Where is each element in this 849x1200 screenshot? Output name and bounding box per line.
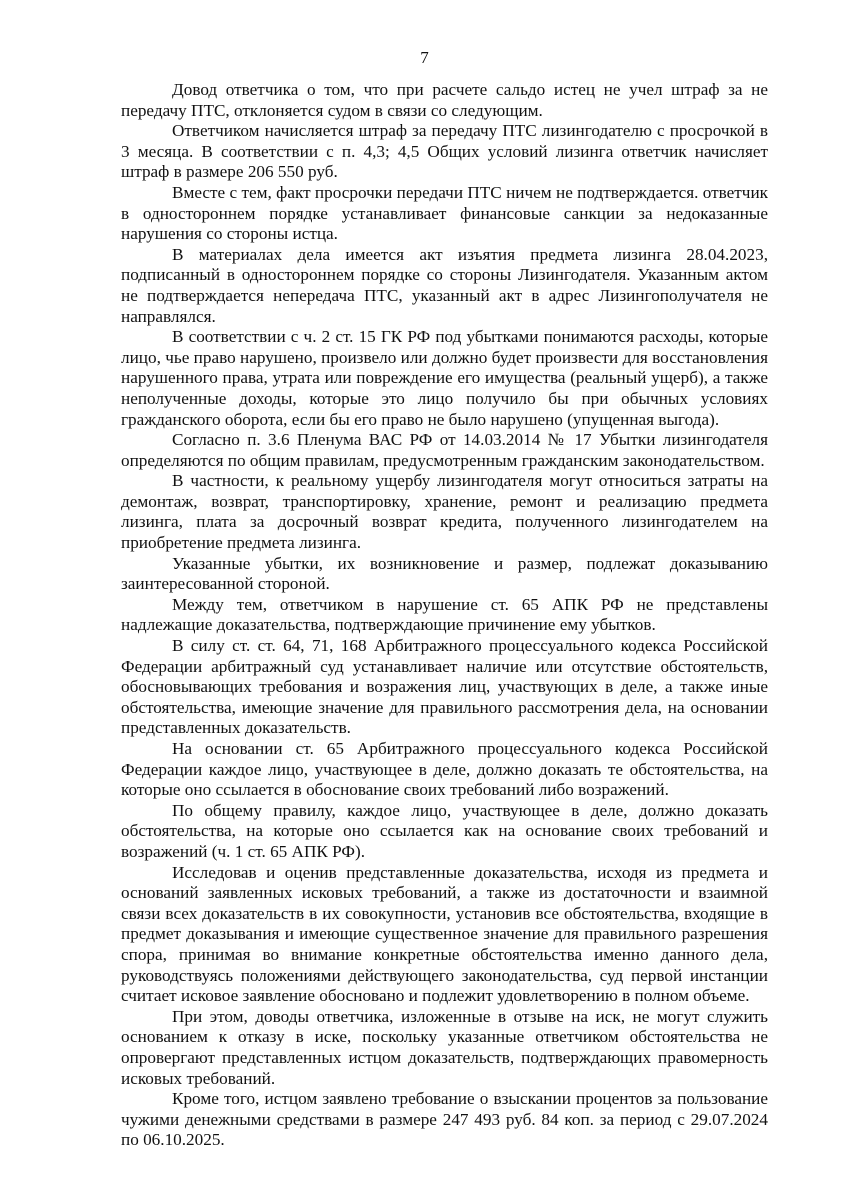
paragraph-court-conclusion: Исследовав и оценив представленные доказательства, исходя из предмета и оснований заявленных исковых требований, а также из достаточности и взаимной связи всех доказательств в их совокупности, установив все обстоятельства, входящие в предмет доказывания и имеющие существенное значение для правильного разрешения спора, принимая во внимание конкретные обстоятельства именно данного дела, руководствуясь положениями действующего законодательства, суд первой инстанции считает исковое заявление обосновано и подлежит удовлетворению в полном объеме.: [121, 862, 768, 1006]
document-body: [121, 80, 768, 1151]
paragraph-defendant-arguments: При этом, доводы ответчика, изложенные в отзыве на иск, не могут служить основанием к отказу в иске, поскольку указанные ответчиком обстоятельства не опровергают представленных истцом доказательств, подтверждающих правомерность исковых требований.: [121, 1006, 768, 1088]
paragraph-plenum: Согласно п. 3.6 Пленума ВАС РФ от 14.03.2014 № 17 Убытки лизингодателя определяются по общим правилам, предусмотренным гражданским законодательством.: [121, 430, 768, 470]
paragraph-pts-argument: Довод ответчика о том, что при расчете сальдо истец не учел штраф за не передачу ПТС, отклоняется судом в связи со следующим.: [121, 80, 768, 120]
page-number: 7: [420, 48, 429, 67]
paragraph-general-rule: По общему правилу, каждое лицо, участвующее в деле, должно доказать обстоятельства, на которые оно ссылается как на основание своих требований и возражений (ч. 1 ст. 65 АПК РФ).: [121, 800, 768, 861]
paragraph-civil-code-losses: В соответствии с ч. 2 ст. 15 ГК РФ под убытками понимаются расходы, которые лицо, чье право нарушено, произвело или должно будет произвести для восстановления нарушенного права, утрата или повреждение его имущества (реальный ущерб), а также неполученные доходы, которые это лицо получило бы при обычных условиях гражданского оборота, если бы его право не было нарушено (упущенная выгода).: [121, 327, 768, 429]
paragraph-interest-claim: Кроме того, истцом заявлено требование о взыскании процентов за пользование чужими денежными средствами в размере 247 493 руб. 84 коп. за период с 29.07.2024 по 06.10.2025.: [121, 1089, 768, 1150]
paragraph-real-damage: В частности, к реальному ущербу лизингодателя могут относиться затраты на демонтаж, возврат, транспортировку, хранение, ремонт и реализацию предмета лизинга, плата за досрочный возврат кредита, полученного лизингодателем на приобретение предмета лизинга.: [121, 471, 768, 553]
paragraph-apk-64-71-168: В силу ст. ст. 64, 71, 168 Арбитражного процессуального кодекса Российской Федерации арбитражный суд устанавливает наличие или отсутствие обстоятельств, обосновывающих требования и возражения лиц, участвующих в деле, а также иные обстоятельства, имеющие значение для правильного рассмотрения дела, на основании представленных доказательств.: [121, 636, 768, 738]
paragraph-seizure-act: В материалах дела имеется акт изъятия предмета лизинга 28.04.2023, подписанный в одностороннем порядке со стороны Лизингодателя. Указанным актом не подтверждается непередача ПТС, указанный акт в адрес Лизингополучателя не направлялся.: [121, 244, 768, 326]
paragraph-penalty: Ответчиком начисляется штраф за передачу ПТС лизингодателю с просрочкой в 3 месяца. В соответствии с п. 4,3; 4,5 Общих условий лизинга ответчик начисляет штраф в размере 206 550 руб.: [121, 121, 768, 182]
paragraph-no-evidence: Между тем, ответчиком в нарушение ст. 65 АПК РФ не представлены надлежащие доказательства, подтверждающие причинение ему убытков.: [121, 594, 768, 635]
paragraph-burden-of-proof: Указанные убытки, их возникновение и размер, подлежат доказыванию заинтересованной стороной.: [121, 553, 768, 594]
paragraph-apk-65: На основании ст. 65 Арбитражного процессуального кодекса Российской Федерации каждое лицо, участвующее в деле, должно доказать те обстоятельства, на которые оно ссылается в обоснование своих требований либо возражений.: [121, 739, 768, 800]
paragraph-no-proof: Вместе с тем, факт просрочки передачи ПТС ничем не подтверждается. ответчик в одностороннем порядке устанавливает финансовые санкции за недоказанные нарушения со стороны истца.: [121, 182, 768, 244]
